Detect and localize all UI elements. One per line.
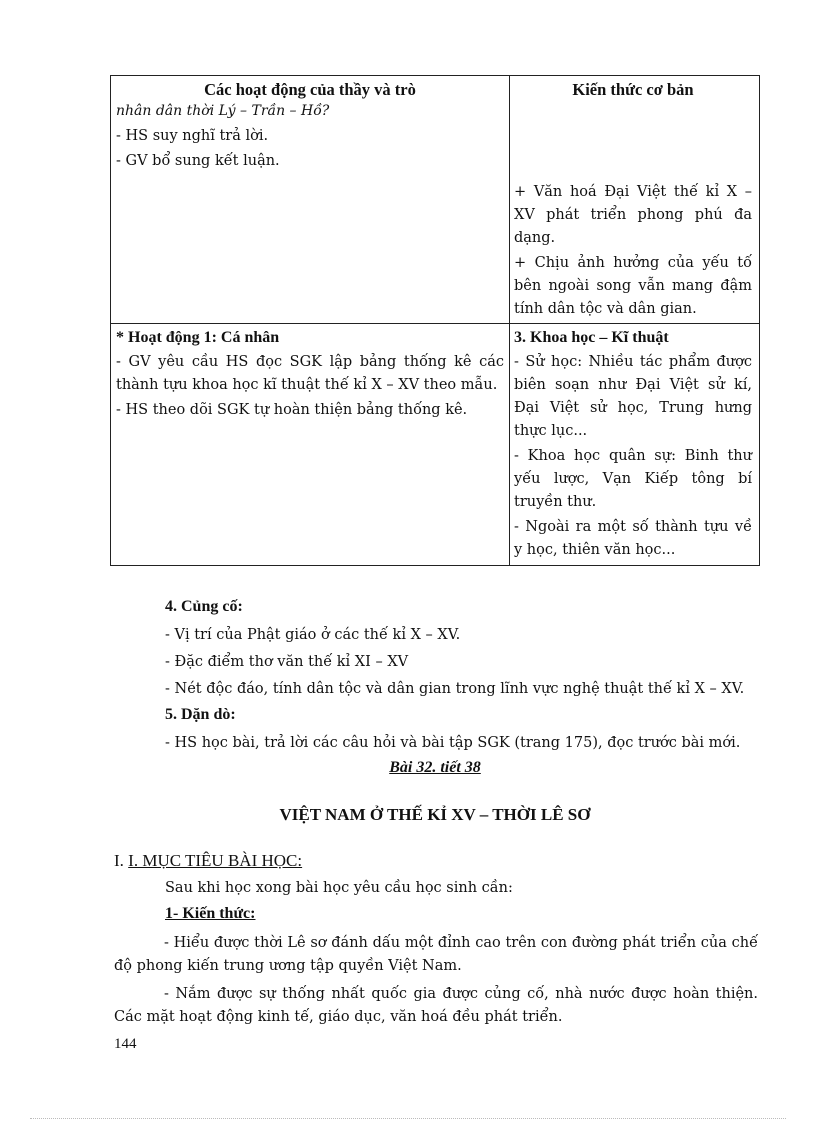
page-number: 144 (114, 1036, 137, 1052)
question-continuation: nhân dân thời Lý – Trần – Hồ? (116, 103, 330, 119)
activity-line: - GV yêu cầu HS đọc SGK lập bảng thống kê các thành tựu khoa học kĩ thuật thế kỉ X – XV theo mẫu. (116, 354, 504, 393)
header-teacher-student-activities: Các hoạt động của thầy và trò (204, 80, 416, 99)
column-divider (509, 76, 510, 565)
knowledge-point: - Sử học: Nhiều tác phẩm được biên soạn như Đại Việt sử kí, Đại Việt sử học, Trung hưng thực lục... (514, 354, 752, 439)
lesson-title: VIỆT NAM Ở THẾ KỈ XV – THỜI LÊ SƠ (279, 805, 591, 824)
right-bottom-cell (514, 326, 752, 564)
header-basic-knowledge: Kiến thức cơ bản (572, 80, 694, 99)
consolidation-item: - Vị trí của Phật giáo ở các thế kỉ X – XV. (165, 627, 461, 643)
lesson-table (110, 75, 760, 566)
page-bottom-border (30, 1118, 786, 1119)
homework-heading: 5. Dặn dò: (165, 706, 236, 723)
left-top-cell (116, 100, 504, 175)
objective-paragraph: - Hiểu được thời Lê sơ đánh dấu một đỉnh cao trên con đường phát triển của chế độ phong kiến trung ương tập quyền Việt Nam. (114, 935, 758, 974)
homework-item: - HS học bài, trả lời các câu hỏi và bài tập SGK (trang 175), đọc trước bài mới. (165, 735, 741, 751)
knowledge-point: + Chịu ảnh hưởng của yếu tố bên ngoài song vẫn mang đậm tính dân tộc và dân gian. (514, 255, 752, 317)
objective-paragraph: - Nắm được sự thống nhất quốc gia được củng cố, nhà nước được hoàn thiện. Các mặt hoạt động kinh tế, giáo dục, văn hoá đều phát triển. (114, 986, 758, 1025)
knowledge-point: - Ngoài ra một số thành tựu về y học, thiên văn học... (514, 519, 752, 558)
consolidation-item: - Đặc điểm thơ văn thế kỉ XI – XV (165, 654, 409, 670)
row-divider (111, 323, 759, 324)
consolidation-heading: 4. Củng cố: (165, 598, 243, 615)
objectives-heading-text: I. MỤC TIÊU BÀI HỌC: (128, 851, 303, 870)
section-heading-science: 3. Khoa học – Kĩ thuật (514, 329, 669, 346)
lesson-number: Bài 32. tiết 38 (389, 759, 481, 776)
activity-line: - HS theo dõi SGK tự hoàn thiện bảng thống kê. (116, 402, 468, 418)
knowledge-point: + Văn hoá Đại Việt thế kỉ X – XV phát triển phong phú đa dạng. (514, 184, 752, 246)
activity-heading: * Hoạt động 1: Cá nhân (116, 329, 280, 346)
right-top-cell (514, 181, 752, 323)
left-bottom-cell (116, 326, 504, 424)
consolidation-item: - Nét độc đáo, tính dân tộc và dân gian trong lĩnh vực nghệ thuật thế kỉ X – XV. (165, 681, 745, 697)
knowledge-point: - Khoa học quân sự: Binh thư yếu lược, Vạn Kiếp tông bí truyền thư. (514, 448, 752, 510)
knowledge-heading: 1- Kiến thức: (165, 905, 256, 922)
objectives-numeral: I. (114, 851, 129, 870)
activity-line: - GV bổ sung kết luận. (116, 153, 280, 169)
objectives-intro: Sau khi học xong bài học yêu cầu học sinh cần: (165, 880, 513, 896)
objectives-heading (114, 851, 302, 871)
activity-line: - HS suy nghĩ trả lời. (116, 128, 269, 144)
